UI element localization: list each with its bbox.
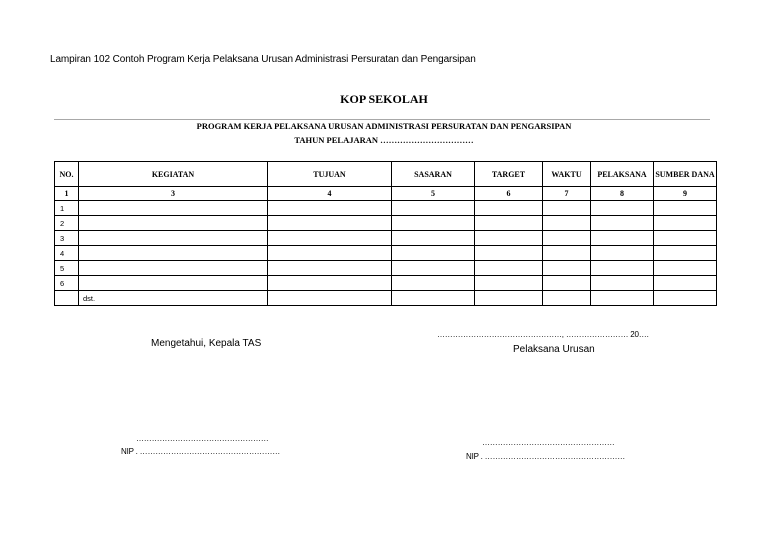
row-number: 2 bbox=[55, 216, 79, 231]
cell-sasaran[interactable] bbox=[392, 246, 475, 261]
header-kegiatan: KEGIATAN bbox=[79, 162, 268, 187]
cell-kegiatan[interactable] bbox=[79, 261, 268, 276]
cell-waktu[interactable] bbox=[543, 216, 591, 231]
cell-tujuan[interactable] bbox=[268, 231, 392, 246]
header-pelaksana: PELAKSANA bbox=[591, 162, 654, 187]
cell-sasaran[interactable] bbox=[392, 276, 475, 291]
cell-tujuan[interactable] bbox=[268, 246, 392, 261]
left-signature-nip: NIP . ……………………………………………… bbox=[121, 447, 281, 456]
header-no: NO. bbox=[55, 162, 79, 187]
cell-tujuan[interactable] bbox=[268, 276, 392, 291]
cell-tujuan[interactable] bbox=[268, 291, 392, 306]
cell-target[interactable] bbox=[475, 246, 543, 261]
right-place-date-line: …………………………………………, …………………… 20…. bbox=[437, 330, 649, 339]
cell-sasaran[interactable] bbox=[392, 216, 475, 231]
cell-sasaran[interactable] bbox=[392, 201, 475, 216]
cell-waktu[interactable] bbox=[543, 201, 591, 216]
colnum-sasaran: 5 bbox=[392, 187, 475, 201]
row-number: 6 bbox=[55, 276, 79, 291]
left-signature-label: Mengetahui, Kepala TAS bbox=[151, 338, 262, 349]
header-sumber-dana: SUMBER DANA bbox=[654, 162, 717, 187]
cell-tujuan[interactable] bbox=[268, 216, 392, 231]
cell-kegiatan[interactable] bbox=[79, 216, 268, 231]
academic-year-line: TAHUN PELAJARAN …………………………… bbox=[294, 135, 474, 145]
table-row bbox=[55, 201, 717, 216]
cell-sumber-dana[interactable] bbox=[654, 231, 717, 246]
cell-kegiatan[interactable] bbox=[79, 201, 268, 216]
table-row bbox=[55, 216, 717, 231]
cell-waktu[interactable] bbox=[543, 276, 591, 291]
colnum-no: 1 bbox=[55, 187, 79, 201]
cell-target[interactable] bbox=[475, 261, 543, 276]
cell-target[interactable] bbox=[475, 201, 543, 216]
table-row bbox=[55, 246, 717, 261]
table-header-row bbox=[55, 162, 717, 187]
table-row bbox=[55, 276, 717, 291]
header-tujuan: TUJUAN bbox=[268, 162, 392, 187]
cell-sasaran[interactable] bbox=[392, 231, 475, 246]
kop-sekolah-heading: KOP SEKOLAH bbox=[340, 92, 428, 106]
document-title: PROGRAM KERJA PELAKSANA URUSAN ADMINISTRASI PERSURATAN DAN PENGARSIPAN bbox=[196, 121, 572, 131]
row-number: 3 bbox=[55, 231, 79, 246]
cell-pelaksana[interactable] bbox=[591, 246, 654, 261]
table-row-continuation bbox=[55, 291, 717, 306]
row-number: 4 bbox=[55, 246, 79, 261]
cell-kegiatan[interactable] bbox=[79, 246, 268, 261]
cell-tujuan[interactable] bbox=[268, 261, 392, 276]
cell-waktu[interactable] bbox=[543, 291, 591, 306]
cell-kegiatan[interactable] bbox=[79, 276, 268, 291]
cell-pelaksana[interactable] bbox=[591, 276, 654, 291]
row-number-empty bbox=[55, 291, 79, 306]
table-row bbox=[55, 261, 717, 276]
colnum-tujuan: 4 bbox=[268, 187, 392, 201]
cell-waktu[interactable] bbox=[543, 261, 591, 276]
cell-pelaksana[interactable] bbox=[591, 261, 654, 276]
header-target: TARGET bbox=[475, 162, 543, 187]
cell-pelaksana[interactable] bbox=[591, 216, 654, 231]
cell-sasaran[interactable] bbox=[392, 291, 475, 306]
program-kerja-table bbox=[54, 161, 717, 306]
cell-sumber-dana[interactable] bbox=[654, 216, 717, 231]
right-signature-name-line: …………………………………………… bbox=[482, 438, 615, 447]
header-divider bbox=[54, 119, 710, 120]
right-signature-label: Pelaksana Urusan bbox=[513, 344, 595, 355]
cell-pelaksana[interactable] bbox=[591, 201, 654, 216]
cell-sumber-dana[interactable] bbox=[654, 261, 717, 276]
cell-waktu[interactable] bbox=[543, 246, 591, 261]
cell-sumber-dana[interactable] bbox=[654, 291, 717, 306]
cell-sumber-dana[interactable] bbox=[654, 276, 717, 291]
colnum-waktu: 7 bbox=[543, 187, 591, 201]
cell-target[interactable] bbox=[475, 216, 543, 231]
row-number: 1 bbox=[55, 201, 79, 216]
cell-sasaran[interactable] bbox=[392, 261, 475, 276]
colnum-pelaksana: 8 bbox=[591, 187, 654, 201]
header-waktu: WAKTU bbox=[543, 162, 591, 187]
cell-target[interactable] bbox=[475, 276, 543, 291]
table-row bbox=[55, 231, 717, 246]
cell-target[interactable] bbox=[475, 231, 543, 246]
cell-pelaksana[interactable] bbox=[591, 291, 654, 306]
cell-kegiatan[interactable] bbox=[79, 231, 268, 246]
row-number: 5 bbox=[55, 261, 79, 276]
colnum-kegiatan: 3 bbox=[79, 187, 268, 201]
header-sasaran: SASARAN bbox=[392, 162, 475, 187]
colnum-target: 6 bbox=[475, 187, 543, 201]
cell-waktu[interactable] bbox=[543, 231, 591, 246]
column-number-row bbox=[55, 187, 717, 201]
continuation-label: dst. bbox=[79, 291, 268, 306]
cell-sumber-dana[interactable] bbox=[654, 201, 717, 216]
cell-tujuan[interactable] bbox=[268, 201, 392, 216]
right-signature-nip: NIP . ……………………………………………… bbox=[466, 452, 626, 461]
cell-sumber-dana[interactable] bbox=[654, 246, 717, 261]
cell-target[interactable] bbox=[475, 291, 543, 306]
cell-pelaksana[interactable] bbox=[591, 231, 654, 246]
colnum-sumber-dana: 9 bbox=[654, 187, 717, 201]
left-signature-name-line: …………………………………………… bbox=[136, 434, 269, 443]
lampiran-caption: Lampiran 102 Contoh Program Kerja Pelaksana Urusan Administrasi Persuratan dan Pengarsipan bbox=[50, 54, 476, 65]
